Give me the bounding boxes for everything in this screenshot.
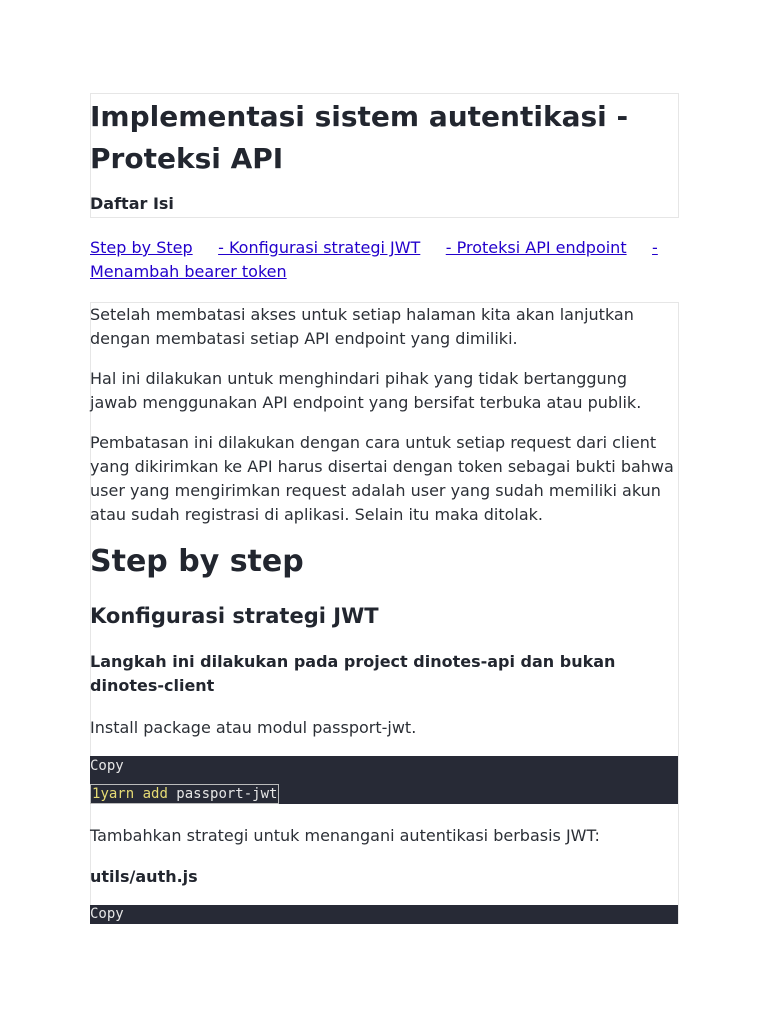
strategy-instruction: Tambahkan strategi untuk menangani autentikasi berbasis JWT: xyxy=(90,826,600,845)
code-line xyxy=(90,784,279,804)
code-block-install xyxy=(90,756,678,804)
toc-link-konfigurasi-jwt[interactable]: - Konfigurasi strategi JWT xyxy=(218,238,421,257)
subsection-heading: Konfigurasi strategi JWT xyxy=(90,604,379,628)
section-heading: Step by step xyxy=(90,544,304,579)
toc-link-proteksi-api[interactable]: - Proteksi API endpoint xyxy=(445,238,627,257)
code-keyword: yarn add xyxy=(100,786,168,802)
toc-heading: Daftar Isi xyxy=(90,194,174,213)
toc-link-step-by-step[interactable]: Step by Step xyxy=(90,238,193,257)
code-block-auth xyxy=(90,905,678,924)
code-argument: passport-jwt xyxy=(167,786,278,802)
intro-paragraph-1: Setelah membatasi akses untuk setiap halaman kita akan lanjutkan dengan membatasi setiap API endpoint yang dimiliki. xyxy=(90,305,634,348)
intro-paragraph-3: Pembatasan ini dilakukan dengan cara untuk setiap request dari client yang dikirimkan ke API harus disertai dengan token sebagai bukti bahwa user yang mengirimkan request adalah user yang sudah memiliki akun atau sudah registrasi di aplikasi. Selain itu maka ditolak. xyxy=(90,433,674,524)
install-instruction: Install package atau modul passport-jwt. xyxy=(90,718,417,737)
toc-link-bearer-token[interactable]: - Menambah bearer token xyxy=(90,238,658,281)
page-title: Implementasi sistem autentikasi - Proteksi API xyxy=(90,100,629,175)
copy-button-2[interactable]: Copy xyxy=(90,906,124,922)
copy-button[interactable]: Copy xyxy=(90,758,124,774)
file-name: utils/auth.js xyxy=(90,867,198,886)
intro-paragraph-2: Hal ini dilakukan untuk menghindari pihak yang tidak bertanggung jawab menggunakan API endpoint yang bersifat terbuka atau publik. xyxy=(90,369,642,412)
project-note: Langkah ini dilakukan pada project dinotes-api dan bukan dinotes-client xyxy=(90,652,616,695)
line-number: 1 xyxy=(92,786,101,802)
table-of-contents xyxy=(90,236,670,284)
